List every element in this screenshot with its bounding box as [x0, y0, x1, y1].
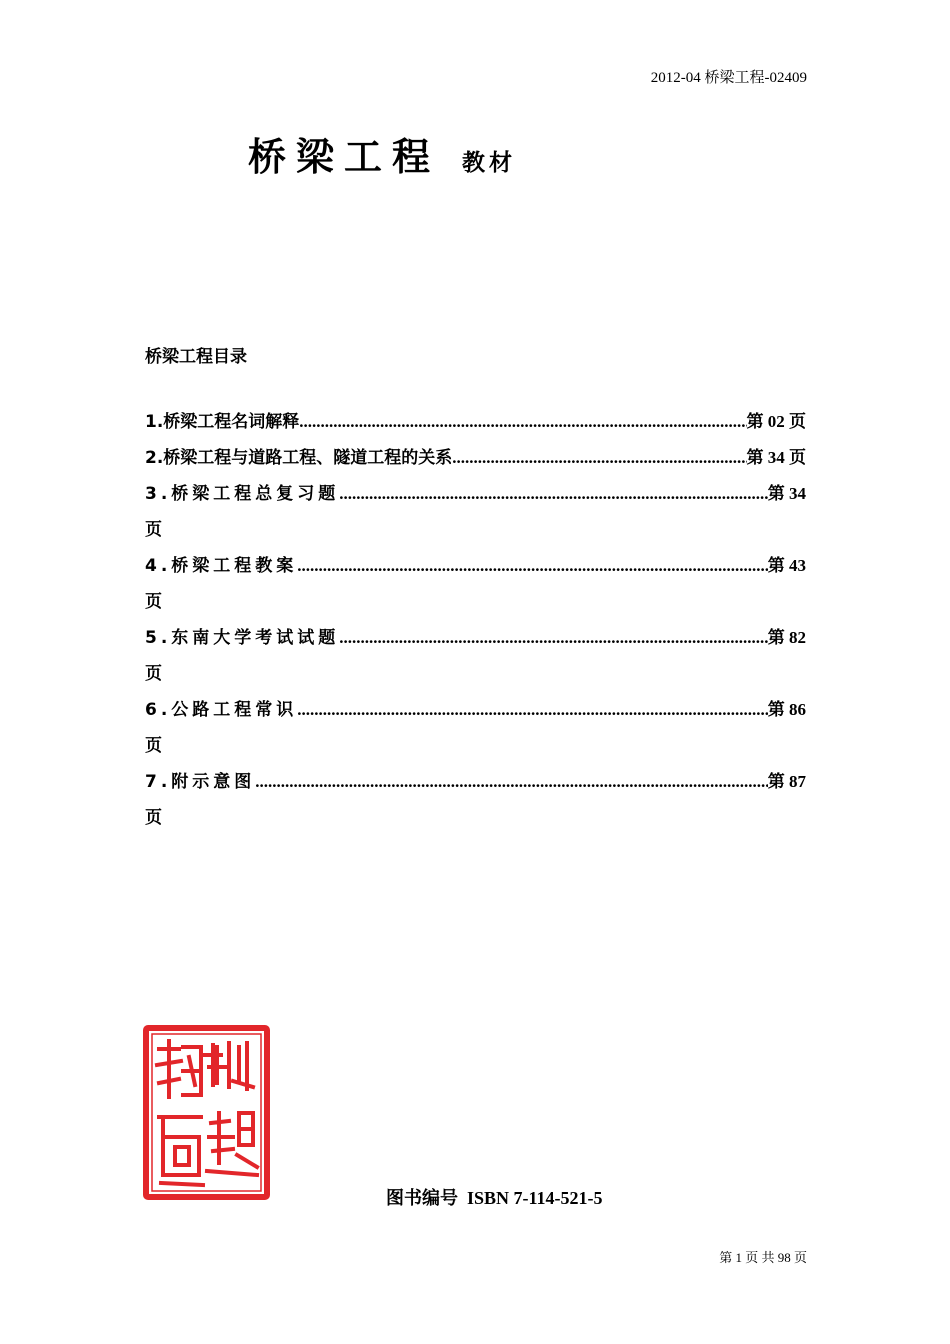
- toc-item-page: 第 34: [767, 484, 806, 503]
- toc-item-3[interactable]: [145, 476, 806, 512]
- title-main: 桥梁工程: [248, 135, 441, 179]
- table-of-contents: [145, 404, 806, 836]
- toc-item-4[interactable]: [145, 548, 806, 584]
- dot-leader: [255, 764, 767, 800]
- toc-item-page-wrap: 页: [145, 736, 162, 756]
- toc-item-7[interactable]: [145, 764, 806, 800]
- toc-item-label: 2.桥梁工程与道路工程、隧道工程的关系: [145, 448, 453, 468]
- toc-item-1[interactable]: [145, 404, 806, 440]
- toc-item-page-wrap: 页: [145, 520, 162, 540]
- toc-item-page-wrap: 页: [145, 808, 162, 828]
- toc-item-page: 第 43: [767, 556, 806, 575]
- toc-item-label: 5.东南大学考试试题: [145, 628, 340, 648]
- page-footer: 第 1 页 共 98 页: [719, 1250, 807, 1265]
- dot-leader: [297, 692, 767, 728]
- isbn-number: ISBN 7-114-521-5: [467, 1188, 603, 1208]
- toc-item-label: 1.桥梁工程名词解释: [145, 412, 300, 432]
- toc-item-2[interactable]: [145, 440, 806, 476]
- title-sub: 教材: [462, 150, 517, 176]
- seal-stamp-image: [143, 1025, 270, 1200]
- toc-item-page: 第 34 页: [746, 448, 806, 467]
- toc-heading: 桥梁工程目录: [145, 347, 247, 367]
- dot-leader: [339, 476, 767, 512]
- dot-leader: [452, 440, 746, 476]
- dot-leader: [339, 620, 767, 656]
- toc-item-6[interactable]: [145, 692, 806, 728]
- toc-item-page-wrap: 页: [145, 592, 162, 612]
- toc-item-page: 第 02 页: [746, 412, 806, 431]
- toc-item-5[interactable]: [145, 620, 806, 656]
- dot-leader: [299, 404, 746, 440]
- toc-item-label: 6.公路工程常识: [145, 700, 298, 720]
- isbn-line: [386, 1184, 603, 1210]
- header-code: 2012-04 桥梁工程-02409: [650, 70, 807, 86]
- toc-item-page-wrap: 页: [145, 664, 162, 684]
- toc-item-page: 第 82: [767, 628, 806, 647]
- toc-item-page: 第 86: [767, 700, 806, 719]
- document-title: [248, 126, 516, 181]
- isbn-label: 图书编号: [386, 1188, 458, 1209]
- toc-item-label: 7.附示意图: [145, 772, 256, 792]
- dot-leader: [297, 548, 767, 584]
- toc-item-label: 3.桥梁工程总复习题: [145, 484, 340, 504]
- toc-item-label: 4.桥梁工程教案: [145, 556, 298, 576]
- toc-item-page: 第 87: [767, 772, 806, 791]
- seal-icon: [143, 1025, 270, 1200]
